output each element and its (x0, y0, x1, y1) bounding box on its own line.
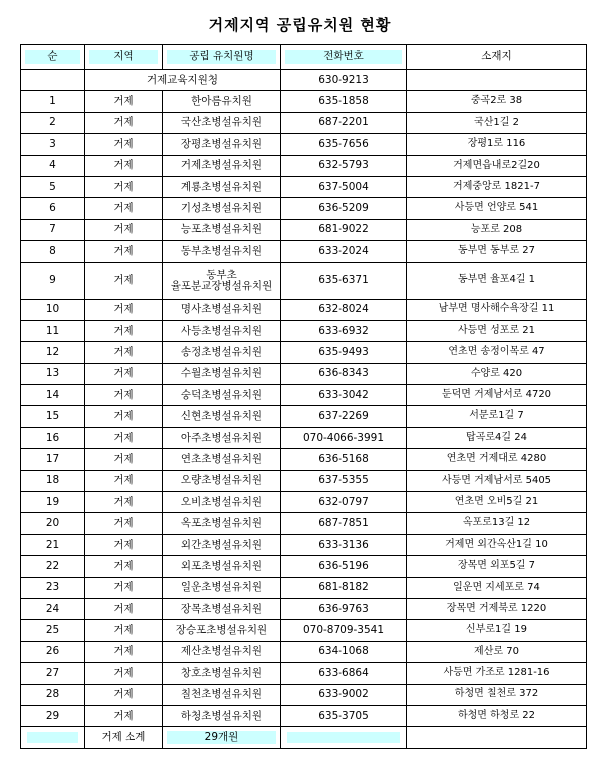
row-kindergarten-name: 능포초병설유치원 (163, 219, 281, 240)
row-number: 6 (21, 198, 85, 219)
row-kindergarten-name: 숭덕초병설유치원 (163, 385, 281, 406)
row-address: 수양로 420 (407, 363, 587, 384)
row-kindergarten-name: 외간초병설유치원 (163, 534, 281, 555)
table-row (21, 406, 587, 427)
row-kindergarten-name: 창호초병설유치원 (163, 663, 281, 684)
table-row (21, 134, 587, 155)
row-region: 거제 (85, 176, 163, 197)
row-number: 12 (21, 342, 85, 363)
row-phone: 687-7851 (281, 513, 407, 534)
table-row (21, 262, 587, 299)
row-phone: 633-2024 (281, 241, 407, 262)
row-phone: 633-6932 (281, 320, 407, 341)
row-region: 거제 (85, 320, 163, 341)
table-row (21, 470, 587, 491)
row-number: 4 (21, 155, 85, 176)
row-region: 거제 (85, 241, 163, 262)
row-kindergarten-name: 옥포초병설유치원 (163, 513, 281, 534)
row-number: 26 (21, 641, 85, 662)
table-row (21, 598, 587, 619)
row-region: 거제 (85, 198, 163, 219)
row-kindergarten-name: 신현초병설유치원 (163, 406, 281, 427)
row-phone: 635-3705 (281, 705, 407, 726)
row-number: 25 (21, 620, 85, 641)
row-number: 20 (21, 513, 85, 534)
table-row (21, 241, 587, 262)
office-address-cell (407, 70, 587, 91)
row-region: 거제 (85, 684, 163, 705)
row-address: 장목면 거제북로 1220 (407, 598, 587, 619)
row-kindergarten-name: 동부초 율포분교장병설유치원 (163, 262, 281, 299)
row-phone: 070-4066-3991 (281, 427, 407, 448)
row-kindergarten-name: 거제초병설유치원 (163, 155, 281, 176)
row-address: 국산1길 2 (407, 112, 587, 133)
row-number: 5 (21, 176, 85, 197)
row-number: 10 (21, 299, 85, 320)
row-address: 동부면 율포4길 1 (407, 262, 587, 299)
row-region: 거제 (85, 449, 163, 470)
row-number: 29 (21, 705, 85, 726)
row-number: 14 (21, 385, 85, 406)
row-phone: 635-6371 (281, 262, 407, 299)
row-address: 능포로 208 (407, 219, 587, 240)
row-phone: 633-3042 (281, 385, 407, 406)
row-region: 거제 (85, 155, 163, 176)
row-address: 사등면 가조로 1281-16 (407, 663, 587, 684)
row-number: 18 (21, 470, 85, 491)
table-row (21, 219, 587, 240)
row-number: 27 (21, 663, 85, 684)
header-region: 지역 (85, 45, 163, 70)
row-kindergarten-name: 계룡초병설유치원 (163, 176, 281, 197)
table-row (21, 705, 587, 726)
table-row (21, 155, 587, 176)
row-kindergarten-name: 사등초병설유치원 (163, 320, 281, 341)
header-name: 공립 유치원명 (163, 45, 281, 70)
row-kindergarten-name: 연초초병설유치원 (163, 449, 281, 470)
table-row (21, 577, 587, 598)
row-kindergarten-name: 한아름유치원 (163, 91, 281, 112)
row-phone: 633-9002 (281, 684, 407, 705)
document-title: 거제지역 공립유치원 현황 (208, 16, 392, 34)
row-number: 3 (21, 134, 85, 155)
row-number: 11 (21, 320, 85, 341)
row-kindergarten-name: 장승포초병설유치원 (163, 620, 281, 641)
row-number: 21 (21, 534, 85, 555)
row-number: 19 (21, 492, 85, 513)
row-number: 16 (21, 427, 85, 448)
table-row (21, 91, 587, 112)
header-phone: 전화번호 (281, 45, 407, 70)
row-address: 중곡2로 38 (407, 91, 587, 112)
row-number: 23 (21, 577, 85, 598)
row-address: 하청면 하청로 22 (407, 705, 587, 726)
row-address: 제산로 70 (407, 641, 587, 662)
row-region: 거제 (85, 556, 163, 577)
row-address: 연초면 송정이목로 47 (407, 342, 587, 363)
table-row (21, 556, 587, 577)
row-phone: 637-5004 (281, 176, 407, 197)
row-phone: 634-1068 (281, 641, 407, 662)
row-phone: 632-0797 (281, 492, 407, 513)
row-number: 9 (21, 262, 85, 299)
row-phone: 635-9493 (281, 342, 407, 363)
row-kindergarten-name: 일운초병설유치원 (163, 577, 281, 598)
table-row (21, 620, 587, 641)
row-region: 거제 (85, 342, 163, 363)
row-region: 거제 (85, 534, 163, 555)
row-kindergarten-name: 송정초병설유치원 (163, 342, 281, 363)
row-address: 남부면 명사해수욕장길 11 (407, 299, 587, 320)
row-phone: 632-5793 (281, 155, 407, 176)
row-address: 옥포로13길 12 (407, 513, 587, 534)
row-number: 7 (21, 219, 85, 240)
row-region: 거제 (85, 91, 163, 112)
row-region: 거제 (85, 406, 163, 427)
row-number: 24 (21, 598, 85, 619)
kindergarten-table (20, 44, 587, 749)
row-region: 거제 (85, 513, 163, 534)
row-number: 13 (21, 363, 85, 384)
row-phone: 681-8182 (281, 577, 407, 598)
row-address: 거제면 외간옥산1길 10 (407, 534, 587, 555)
row-phone: 637-5355 (281, 470, 407, 491)
row-region: 거제 (85, 299, 163, 320)
row-phone: 633-3136 (281, 534, 407, 555)
row-phone: 636-5168 (281, 449, 407, 470)
row-address: 둔덕면 거제남서로 4720 (407, 385, 587, 406)
row-region: 거제 (85, 577, 163, 598)
row-region: 거제 (85, 663, 163, 684)
footer-row (21, 727, 587, 748)
office-row (21, 70, 587, 91)
row-address: 사등면 성포로 21 (407, 320, 587, 341)
table-row (21, 112, 587, 133)
row-kindergarten-name: 아주초병설유치원 (163, 427, 281, 448)
footer-count: 29개원 (163, 727, 281, 748)
table-row (21, 513, 587, 534)
row-address: 연초면 오비5길 21 (407, 492, 587, 513)
row-region: 거제 (85, 598, 163, 619)
row-region: 거제 (85, 492, 163, 513)
table-row (21, 449, 587, 470)
table-row (21, 176, 587, 197)
row-address: 장목면 외포5길 7 (407, 556, 587, 577)
row-number: 8 (21, 241, 85, 262)
row-phone: 636-8343 (281, 363, 407, 384)
row-number: 22 (21, 556, 85, 577)
row-phone: 633-6864 (281, 663, 407, 684)
table-row (21, 320, 587, 341)
footer-address-cell (407, 727, 587, 748)
row-kindergarten-name: 명사초병설유치원 (163, 299, 281, 320)
row-phone: 070-8709-3541 (281, 620, 407, 641)
row-address: 사등면 거제남서로 5405 (407, 470, 587, 491)
header-no: 순 (21, 45, 85, 70)
row-region: 거제 (85, 134, 163, 155)
row-region: 거제 (85, 363, 163, 384)
row-number: 28 (21, 684, 85, 705)
row-region: 거제 (85, 705, 163, 726)
row-address: 하청면 칠천로 372 (407, 684, 587, 705)
table-row (21, 363, 587, 384)
row-region: 거제 (85, 620, 163, 641)
row-address: 동부면 동부로 27 (407, 241, 587, 262)
table-row (21, 534, 587, 555)
row-address: 연초면 거제대로 4280 (407, 449, 587, 470)
row-address: 서문로1길 7 (407, 406, 587, 427)
row-kindergarten-name: 오량초병설유치원 (163, 470, 281, 491)
row-phone: 635-1858 (281, 91, 407, 112)
row-address: 거제면읍내로2길20 (407, 155, 587, 176)
row-phone: 637-2269 (281, 406, 407, 427)
row-kindergarten-name: 외포초병설유치원 (163, 556, 281, 577)
row-address: 거제중앙로 1821-7 (407, 176, 587, 197)
office-name: 거제교육지원청 (85, 70, 281, 91)
row-region: 거제 (85, 262, 163, 299)
row-phone: 636-9763 (281, 598, 407, 619)
header-row (21, 45, 587, 70)
table-row (21, 684, 587, 705)
footer-label: 거제 소계 (85, 727, 163, 748)
row-region: 거제 (85, 470, 163, 491)
table-row (21, 492, 587, 513)
row-region: 거제 (85, 219, 163, 240)
row-number: 1 (21, 91, 85, 112)
row-kindergarten-name: 제산초병설유치원 (163, 641, 281, 662)
row-phone: 636-5209 (281, 198, 407, 219)
office-phone: 630-9213 (281, 70, 407, 91)
row-address: 탑곡로4길 24 (407, 427, 587, 448)
row-phone: 687-2201 (281, 112, 407, 133)
row-kindergarten-name: 하청초병설유치원 (163, 705, 281, 726)
table-row (21, 342, 587, 363)
row-kindergarten-name: 칠천초병설유치원 (163, 684, 281, 705)
row-kindergarten-name: 장목초병설유치원 (163, 598, 281, 619)
row-address: 신부로1길 19 (407, 620, 587, 641)
row-region: 거제 (85, 427, 163, 448)
row-phone: 632-8024 (281, 299, 407, 320)
row-address: 사등면 언양로 541 (407, 198, 587, 219)
header-address: 소재지 (407, 45, 587, 70)
row-kindergarten-name: 장평초병설유치원 (163, 134, 281, 155)
row-kindergarten-name: 오비초병설유치원 (163, 492, 281, 513)
row-phone: 681-9022 (281, 219, 407, 240)
office-no-cell (21, 70, 85, 91)
row-kindergarten-name: 수월초병설유치원 (163, 363, 281, 384)
table-row (21, 299, 587, 320)
row-number: 15 (21, 406, 85, 427)
row-phone: 635-7656 (281, 134, 407, 155)
row-number: 2 (21, 112, 85, 133)
row-kindergarten-name: 국산초병설유치원 (163, 112, 281, 133)
row-address: 일운면 지세포로 74 (407, 577, 587, 598)
footer-phone-cell (281, 727, 407, 748)
table-row (21, 641, 587, 662)
table-row (21, 663, 587, 684)
row-region: 거제 (85, 385, 163, 406)
table-row (21, 385, 587, 406)
row-phone: 636-5196 (281, 556, 407, 577)
row-region: 거제 (85, 112, 163, 133)
table-row (21, 198, 587, 219)
footer-no-cell (21, 727, 85, 748)
row-kindergarten-name: 동부초병설유치원 (163, 241, 281, 262)
row-kindergarten-name: 기성초병설유치원 (163, 198, 281, 219)
row-region: 거제 (85, 641, 163, 662)
row-address: 장평1로 116 (407, 134, 587, 155)
row-number: 17 (21, 449, 85, 470)
table-row (21, 427, 587, 448)
